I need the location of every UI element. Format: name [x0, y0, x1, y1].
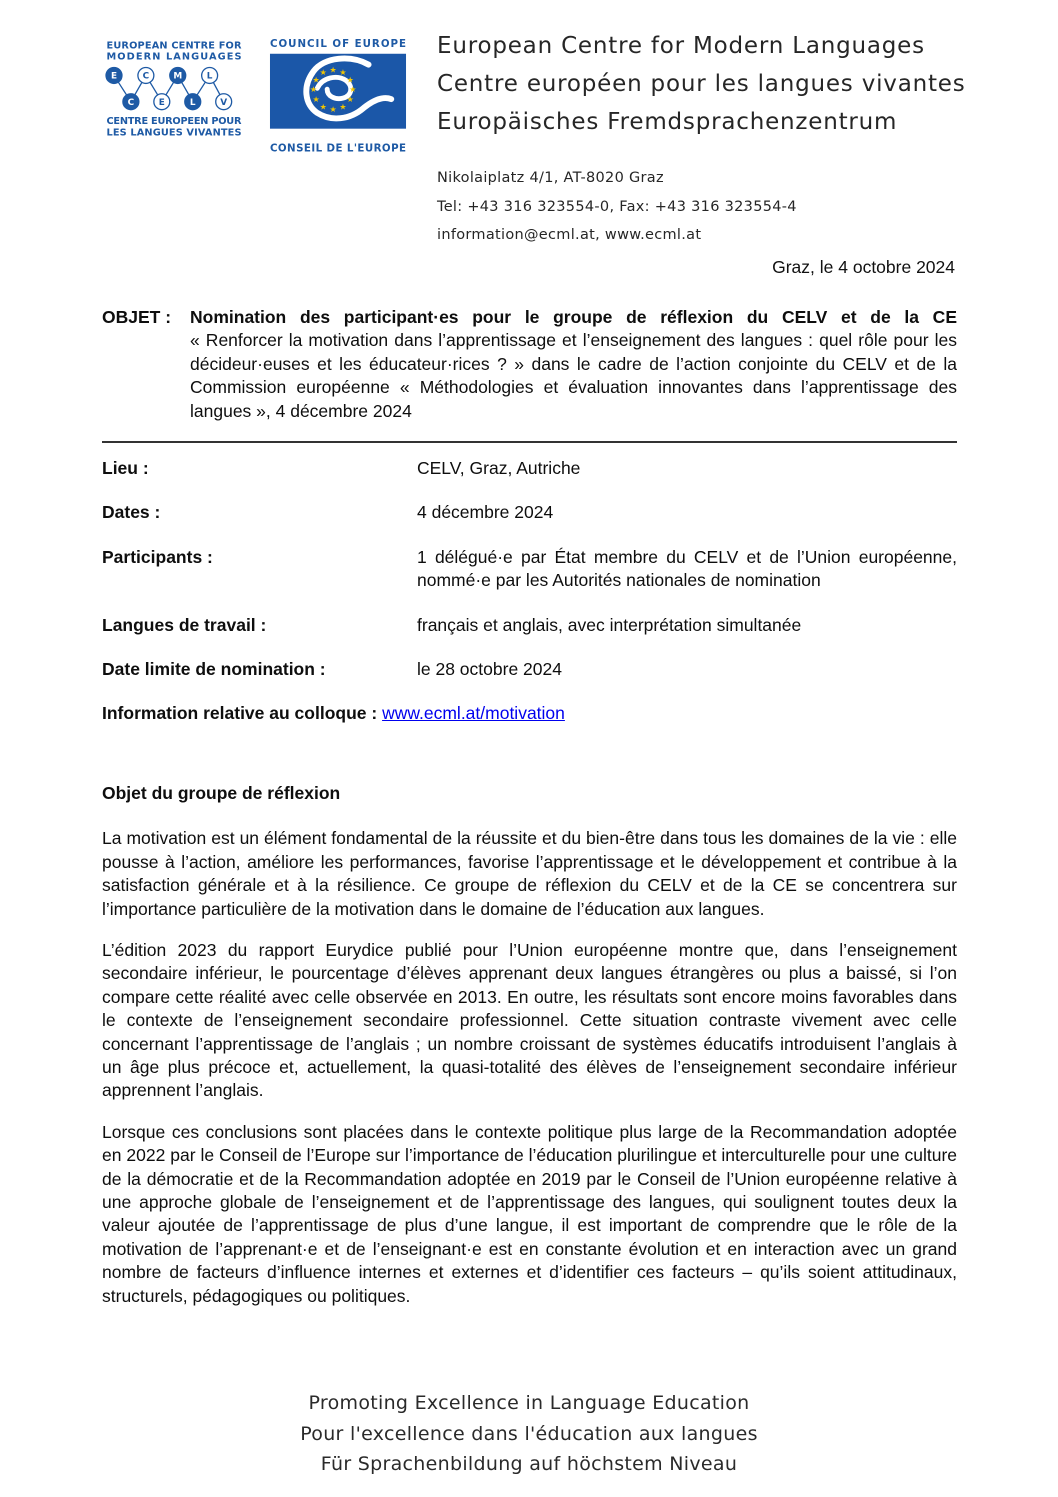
svg-text:C: C	[127, 97, 135, 108]
row-label-participants: Participants :	[102, 546, 213, 567]
coe-logo-graphic	[268, 37, 408, 155]
coe-star-icon: ★	[319, 68, 327, 78]
svg-text:L: L	[206, 71, 213, 82]
org-name-fr: Centre européen pour les langues vivantes	[437, 71, 966, 97]
org-name-de: Europäisches Fremdsprachenzentrum	[437, 109, 898, 135]
address-email-web: information@ecml.at, www.ecml.at	[437, 227, 702, 243]
address-block	[437, 164, 797, 250]
svg-text:E: E	[110, 71, 118, 82]
subject-title: Nomination des participant·es pour le groupe de réflexion du CELV et de la CE	[190, 307, 957, 327]
row-value-langues: français et anglais, avec interprétation simultanée	[417, 614, 802, 635]
footer-line-de: Für Sprachenbildung auf höchstem Niveau	[320, 1453, 738, 1475]
coe-star-icon: ★	[339, 102, 347, 112]
ecml-text-line3: CENTRE EUROPEEN POUR	[106, 116, 242, 128]
council-of-europe-logo	[268, 37, 408, 160]
colloque-info-link[interactable]: www.ecml.at/motivation	[382, 703, 565, 724]
subject-subtitle: « Renforcer la motivation dans l’apprentissage et l’enseignement des langues : quel rôle pour les décideur·euses et les éducateur·rices ? » dans le cadre de l’action conjointe du CELV et de la Commission européenne « Méthodologies et évaluation innovantes dans l’apprentissage des langues », 4 décembre 2024	[190, 330, 957, 421]
coe-star-icon: ★	[312, 95, 320, 105]
row-label-langues: Langues de travail :	[102, 614, 267, 635]
table-row	[102, 702, 957, 725]
svg-text:C: C	[142, 71, 150, 82]
row-label-date-limite: Date limite de nomination :	[102, 659, 326, 680]
svg-text:L: L	[189, 97, 196, 108]
divider-line	[102, 441, 957, 443]
coe-star-icon: ★	[346, 95, 354, 105]
coe-star-icon: ★	[349, 85, 357, 95]
footer-slogan	[0, 1388, 1058, 1480]
subject-block	[102, 306, 957, 423]
paragraph-motivation: La motivation est un élément fondamental de la réussite et du bien-être dans tous les domaines de la vie : elle pousse à l’action, améliore les performances, favorise l’apprentissage et le développement et contribue à la satisfaction générale et à la résilience. Ce groupe de réflexion du CELV et de la CE se concentrera sur l’importance particulière de la motivation dans le domaine de l’éducation aux langues.	[102, 828, 957, 919]
letter-body	[102, 306, 957, 1326]
coe-star-icon: ★	[329, 104, 337, 114]
coe-star-icon: ★	[319, 102, 327, 112]
svg-text:V: V	[220, 97, 228, 108]
coe-star-icon: ★	[329, 65, 337, 75]
table-row	[102, 658, 957, 681]
row-label-dates: Dates :	[102, 502, 161, 523]
footer-line-en: Promoting Excellence in Language Education	[308, 1392, 750, 1414]
ecml-text-line4: LES LANGUES VIVANTES	[106, 127, 242, 139]
section-heading: Objet du groupe de réflexion	[102, 782, 341, 803]
row-value-lieu: CELV, Graz, Autriche	[417, 458, 581, 479]
footer-line-fr: Pour l'excellence dans l'éducation aux langues	[300, 1422, 758, 1445]
address-phone-fax: Tel: +43 316 323554-0, Fax: +43 316 323554-4	[437, 198, 797, 215]
ecml-letter-circles	[106, 67, 232, 109]
ecml-text-line1: EUROPEAN CENTRE FOR	[106, 40, 242, 52]
paragraph-recommandation: Lorsque ces conclusions sont placées dans le contexte politique plus large de la Recommandation adoptée en 2022 par le Conseil de l’Europe sur l’importance de l’éducation plurilingue et interculturelle pour une culture de la démocratie et de la Recommandation adoptée en 2019 par le Conseil de l’Union européenne relative à une approche globale de l’enseignement et de l’apprentissage des langues, qui soulignent toutes deux la valeur ajoutée de l’apprentissage de plus d’une langue, il est important de comprendre que le rôle de la motivation de l’apprenant·e et de l’enseignant·e est en constante évolution et en interaction avec un grand nombre de facteurs d’influence internes et externes et d’identifier ces facteurs – qu’ils soient attitudinaux, structurels, pédagogiques ou politiques.	[102, 1121, 957, 1306]
table-row	[102, 457, 957, 480]
ecml-logo	[99, 37, 249, 147]
coe-text-top: COUNCIL OF EUROPE	[269, 37, 407, 50]
table-row	[102, 614, 957, 637]
coe-star-icon: ★	[312, 75, 320, 85]
ecml-logo-graphic	[99, 37, 249, 142]
details-table	[102, 457, 957, 726]
date-line: Graz, le 4 octobre 2024	[772, 257, 955, 277]
svg-text:E: E	[158, 97, 165, 108]
org-name-en: European Centre for Modern Languages	[437, 33, 925, 59]
row-label-lieu: Lieu :	[102, 458, 149, 479]
coe-star-icon: ★	[346, 75, 354, 85]
table-row	[102, 546, 957, 593]
coe-star-icon: ★	[339, 68, 347, 78]
address-street: Nikolaiplatz 4/1, AT-8020 Graz	[437, 170, 664, 186]
paragraph-eurydice: L’édition 2023 du rapport Eurydice publié pour l’Union européenne montre que, dans l’enseignement secondaire inférieur, le pourcentage d’élèves apprenant deux langues étrangères ou plus a baissé, si l’on compare cette réalité avec celle observée en 2013. En outre, les résultats sont encore moins favorables dans le contexte de l’enseignement secondaire professionnel. Cette situation contraste vivement avec celle concernant l’apprentissage de l’anglais ; un nombre croissant de systèmes éducatifs introduisent l’anglais à un âge plus précoce et, actuellement, la quasi-totalité des élèves de l’enseignement secondaire inférieur apprennent l’anglais.	[102, 939, 957, 1101]
row-value-dates: 4 décembre 2024	[417, 502, 554, 523]
svg-text:M: M	[173, 71, 183, 82]
row-value-date-limite: le 28 octobre 2024	[417, 659, 562, 680]
organisation-names	[437, 27, 1027, 141]
row-label-information: Information relative au colloque :	[102, 703, 378, 724]
coe-text-bottom: CONSEIL DE L'EUROPE	[269, 142, 407, 155]
table-row	[102, 501, 957, 524]
subject-label: OBJET :	[102, 307, 172, 327]
row-value-participants: 1 délégué·e par État membre du CELV et de l’Union européenne, nommé·e par les Autorités nationales de nomination	[417, 546, 957, 591]
coe-star-icon: ★	[309, 85, 317, 95]
ecml-text-line2: MODERN LANGUAGES	[106, 51, 242, 63]
